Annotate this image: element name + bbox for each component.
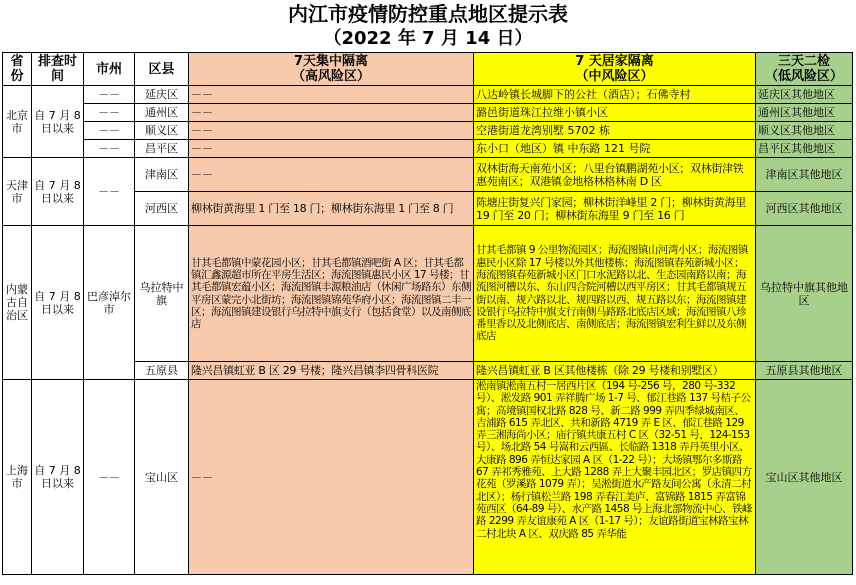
city-cell: －－ — [84, 140, 135, 158]
high-risk-cell: 柳林街黄海里 1 门至 18 门；柳林街东海里 1 门至 8 门 — [189, 192, 474, 226]
low-risk-cell: 延庆区其他地区 — [756, 86, 853, 104]
high-risk-cell: －－ — [189, 158, 474, 192]
table-row — [3, 86, 853, 104]
province-cell: 北京市 — [3, 86, 32, 158]
mid-risk-cell: 空港街道龙湾别墅 5702 栋 — [474, 122, 756, 140]
table-row — [3, 140, 853, 158]
province-cell: 内蒙古自治区 — [3, 226, 32, 380]
low-risk-cell: 津南区其他地区 — [756, 158, 853, 192]
header-mid-risk-line1: 7 天居家隔离 — [575, 54, 654, 69]
province-cell: 天津市 — [3, 158, 32, 226]
header-high-risk — [189, 53, 474, 86]
city-cell: －－ — [84, 104, 135, 122]
header-city: 市州 — [84, 53, 135, 86]
header-low-risk-line2: （低风险区） — [764, 69, 843, 84]
province-cell: 上海市 — [3, 380, 32, 575]
header-high-risk-line1: 7天集中隔离 — [293, 54, 369, 69]
high-risk-cell: 隆兴昌镇虹亚 B 区 29 号楼；隆兴昌镇李四骨科医院 — [189, 362, 474, 380]
city-cell: －－ — [84, 86, 135, 104]
header-low-risk — [756, 53, 853, 86]
district-cell: 宝山区 — [135, 380, 189, 575]
table-header-row — [3, 53, 853, 86]
header-district: 区县 — [135, 53, 189, 86]
mid-risk-cell: 八达岭镇长城脚下的公社（酒店）；石佛寺村 — [474, 86, 756, 104]
district-cell: 河西区 — [135, 192, 189, 226]
district-cell: 延庆区 — [135, 86, 189, 104]
city-cell: 巴彦淖尔市 — [84, 226, 135, 380]
low-risk-cell: 宝山区其他地区 — [756, 380, 853, 575]
date-cell: 自 7 月 8 日以来 — [32, 158, 84, 226]
mid-risk-cell: 甘其毛都镇 9 公里物流园区；海流图镇山河湾小区；海流图镇惠民小区除 17 号楼以外其他楼栋；海流图镇春苑新城小区；海流图镇春苑新城小区门口水泥路以北、生态园南路以南；海流图河槽以东、东山四合院河槽以西平房区；甘其毛都镇规五街以南、规六路以北、规四路以西、规五路以东；海流图镇建设银行乌拉特中旗支行南侧马路路北底店区域；海流图镇八珍番里香以及北侧底店、南侧底店；海流图镇宏利生鲜以及东侧底店 — [474, 226, 756, 362]
mid-risk-cell: 淞南镇淞南五村一居西片区（194 号-256 号，280 号-332 号）、淞发路 901 弄祥腾广场 1-7 号、郁江巷路 137 号桔子公寓；高境镇国权北路 828 号、新二路 999 弄四季绿城南区、吉浦路 615 弄北区、共和新路 4719 弄 E 区、郁江巷路 129 弄三湘海尚小区；庙行镇共康五村 C 区（32-51 号，124-153 号）、场北路 54 号嵩和云西區、长临路 1318 弄丹英里小区、大康路 896 弄恒达家园 A 区（1-22 号）；大场镇鄂尔多斯路 67 弄祁秀雅苑、上大路 1288 弄上大聚丰园北区；罗店镇四方花苑（罗溪路 1079 弄）；吴淞街道水产路友间公寓（永清二村北区）；杨行镇松兰路 198 弄春江美庐、富锦路 1815 弄富锦苑西区（64-89 号）、水产路 1458 号上海北部物流中心、铁峰路 2299 弄友谊康苑 A 区（1-17 号）；友谊路街道宝林路宝林二村北块 A 区、双庆路 85 弄华能 — [474, 380, 756, 575]
table-row — [3, 104, 853, 122]
high-risk-cell: －－ — [189, 104, 474, 122]
table-row — [3, 226, 853, 362]
district-cell: 津南区 — [135, 158, 189, 192]
table-row — [3, 122, 853, 140]
low-risk-cell: 五原县其他地区 — [756, 362, 853, 380]
low-risk-cell: 顺义区其他地区 — [756, 122, 853, 140]
table-row — [3, 380, 853, 575]
date-cell: 自 7 月 8 日以来 — [32, 226, 84, 380]
header-mid-risk — [474, 53, 756, 86]
header-high-risk-line2: （高风险区） — [291, 69, 370, 84]
district-cell: 昌平区 — [135, 140, 189, 158]
header-date: 排查时间 — [32, 53, 84, 86]
mid-risk-cell: 双林街海天南苑小区；八里台镇鹏湖苑小区；双林街津铁惠苑南区；双港镇金地格林格林南 D 区 — [474, 158, 756, 192]
header-low-risk-line1: 三天二检 — [777, 54, 830, 69]
low-risk-cell: 乌拉特中旗其他地区 — [756, 226, 853, 362]
low-risk-cell: 河西区其他地区 — [756, 192, 853, 226]
high-risk-cell: －－ — [189, 140, 474, 158]
mid-risk-cell: 潞邑街道珠江拉维小镇小区 — [474, 104, 756, 122]
page-title: 内江市疫情防控重点地区提示表 — [288, 2, 568, 26]
date-cell: 自 7 月 8 日以来 — [32, 380, 84, 575]
page-subtitle: （2022 年 7 月 14 日） — [323, 28, 533, 49]
district-cell: 通州区 — [135, 104, 189, 122]
header-province: 省份 — [3, 53, 32, 86]
mid-risk-cell: 东小口（地区）镇 中东路 121 号院 — [474, 140, 756, 158]
high-risk-cell: －－ — [189, 122, 474, 140]
risk-area-table — [2, 52, 853, 575]
table-row — [3, 158, 853, 192]
mid-risk-cell: 陈塘庄街复兴门家园；柳林街洋峰里 2 门；柳林街黄海里 19 门至 20 门；柳林街东海里 9 门至 16 门 — [474, 192, 756, 226]
high-risk-cell: －－ — [189, 380, 474, 575]
city-cell: －－ — [84, 158, 135, 226]
district-cell: 乌拉特中旗 — [135, 226, 189, 362]
low-risk-cell: 昌平区其他地区 — [756, 140, 853, 158]
header-mid-risk-line2: （中风险区） — [575, 69, 654, 84]
city-cell: －－ — [84, 122, 135, 140]
district-cell: 五原县 — [135, 362, 189, 380]
high-risk-cell: －－ — [189, 86, 474, 104]
city-cell: －－ — [84, 380, 135, 575]
date-cell: 自 7 月 8 日以来 — [32, 86, 84, 158]
low-risk-cell: 通州区其他地区 — [756, 104, 853, 122]
high-risk-cell: 甘其毛都镇中蒙花园小区；甘其毛都镇酒吧街 A 区；甘其毛都镇汇鑫源超市所在平房生活区；海流图镇惠民小区 17 号楼；甘其毛都镇宏蕴小区；海流图镇丰源粮油店（休闲广场路东）东侧平房区蒙完小北街坊；海流图镇锦苑华府小区；海流图镇二丰一区；海流图镇建设银行乌拉特中旗支行（包括食堂）以及南侧底店 — [189, 226, 474, 362]
mid-risk-cell: 隆兴昌镇虹亚 B 区其他楼栋（除 29 号楼和别墅区） — [474, 362, 756, 380]
district-cell: 顺义区 — [135, 122, 189, 140]
